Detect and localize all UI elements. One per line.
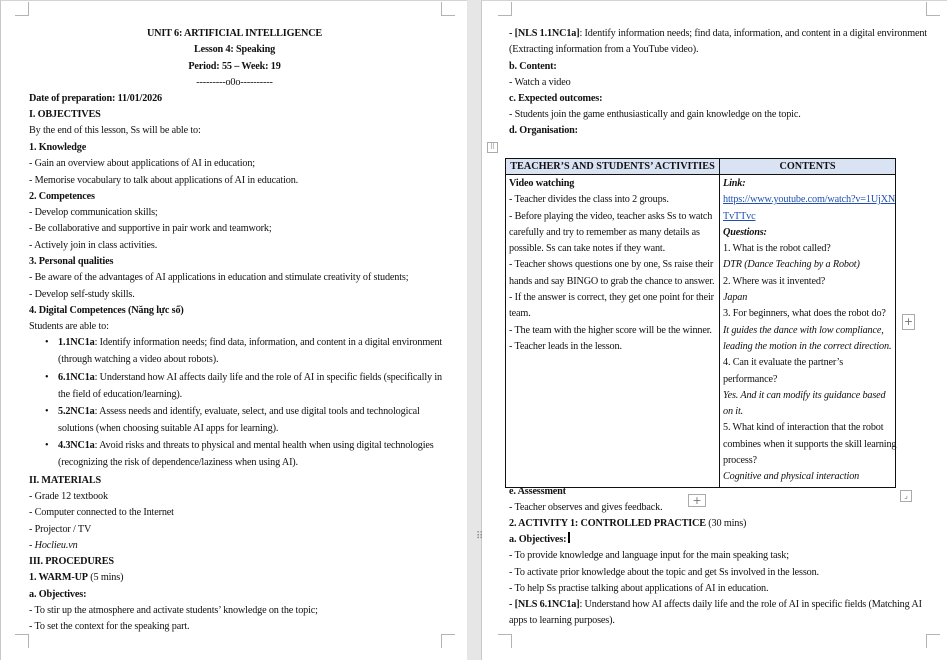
crop-mark <box>498 2 512 16</box>
assessment-heading: e. Assessment <box>509 486 566 497</box>
competence-item: - Actively join in class activities. <box>29 240 158 251</box>
question: process? <box>723 455 757 467</box>
table-header-row <box>506 159 895 175</box>
activities-title: Video watching <box>509 178 575 189</box>
nls-objective: - [NLS 1.1NC1a]: Identify information needs; find data, information, and content in a digital environment <box>509 28 927 39</box>
outcomes-heading: c. Expected outcomes: <box>509 93 603 104</box>
objectives-intro: By the end of this lesson, Ss will be able to: <box>29 125 201 136</box>
material-item: - Grade 12 textbook <box>29 491 108 502</box>
bullet-icon: • <box>45 406 49 417</box>
knowledge-heading: 1. Knowledge <box>29 142 87 153</box>
activity1-objective-item: - To provide knowledge and language input for the main speaking task; <box>509 550 789 561</box>
assessment-item: - Teacher observes and gives feedback. <box>509 502 663 513</box>
warmup-objectives-heading: a. Objectives: <box>29 589 87 600</box>
crop-mark <box>498 634 512 648</box>
competence-code: 1.1NC1a <box>58 337 95 348</box>
content-item: - Watch a video <box>509 77 571 88</box>
questions-label: Questions: <box>723 226 767 238</box>
add-row-icon[interactable]: + <box>688 494 706 507</box>
crop-mark <box>15 634 29 648</box>
answer: DTR (Dance Teaching by a Robot) <box>723 259 860 271</box>
answer: Cognitive and physical interaction <box>723 471 860 483</box>
question: 3. For beginners, what does the robot do? <box>723 308 886 320</box>
competences-heading: 2. Competences <box>29 191 95 202</box>
material-item: - Computer connected to the Internet <box>29 507 174 518</box>
knowledge-item: - Gain an overview about applications of AI in education; <box>29 158 255 169</box>
crop-mark <box>15 2 29 16</box>
content-heading: b. Content: <box>509 61 557 72</box>
material-item: - Projector / TV <box>29 524 92 535</box>
activity-table <box>505 158 896 488</box>
competence-item: - Be collaborative and supportive in pair work and teamwork; <box>29 223 272 234</box>
materials-heading: II. MATERIALS <box>29 475 102 486</box>
answer: It guides the dance with low compliance, <box>723 324 884 336</box>
activity1-objective-item: - To help Ss practise talking about applications of AI in education. <box>509 583 769 594</box>
text-cursor <box>568 532 570 543</box>
bullet-icon: • <box>45 440 49 451</box>
contents-cell[interactable] <box>723 176 895 486</box>
digital-heading-en: 4. Digital Competences <box>29 305 126 316</box>
bullet-icon: • <box>45 372 49 383</box>
answer: Yes. And it can modify its guidance based <box>723 389 886 401</box>
warmup-duration: (5 mins) <box>87 572 124 583</box>
question: 4. Can it evaluate the partner’s <box>723 357 844 369</box>
crop-mark <box>926 634 940 648</box>
nls-code: - [NLS 1.1NC1a] <box>509 28 580 39</box>
column-divider <box>719 159 720 487</box>
competence-code: 5.2NC1a <box>58 406 95 417</box>
separator: ---------o0o---------- <box>196 77 273 88</box>
table-move-handle-icon[interactable]: ⠿ <box>487 142 498 153</box>
objectives-heading: I. OBJECTIVES <box>29 109 101 120</box>
warmup-objective-item: - To stir up the atmosphere and activate students’ knowledge on the topic; <box>29 605 318 616</box>
crop-mark <box>926 2 940 16</box>
digital-competences-heading <box>29 303 184 319</box>
period-week: Period: 55 – Week: 19 <box>188 61 281 72</box>
digital-intro: Students are able to: <box>29 321 109 332</box>
digital-heading-vn: (Năng lực số) <box>127 305 184 316</box>
paragraph-drag-handle-icon[interactable]: ⠿ <box>476 531 483 542</box>
nls-objective-cont: (Extracting information from a YouTube video). <box>509 44 699 55</box>
link-label: Link: <box>723 178 746 189</box>
question: 1. What is the robot called? <box>723 243 831 255</box>
question: performance? <box>723 373 778 385</box>
header-contents: CONTENTS <box>779 161 836 172</box>
youtube-link-cont[interactable]: TvTTvc <box>723 210 756 222</box>
answer: leading the motion in the correct direction. <box>723 340 892 352</box>
activity1-objective-item: - To activate prior knowledge about the topic and get Ss involved in the lesson. <box>509 567 819 578</box>
competence-code: 4.3NC1a <box>58 440 95 451</box>
activity1-nls: - [NLS 6.1NC1a]: Understand how AI affects daily life and the role of AI in specific fields (Matching AI <box>509 599 922 610</box>
competence-item: - Develop communication skills; <box>29 207 158 218</box>
document-page-left[interactable]: UNIT 6: ARTIFICIAL INTELLIGENCE Lesson 4: Speaking Period: 55 – Week: 19 ---------o0o---------- Date of preparation: 11/01/2026 I. OBJECTIVES By the end of this lesson, Ss will be able to: 1. Knowledge - Gain an overview about applications of AI in education; - Memorise vocabulary to talk about applications of AI in education. 2. Competences - Develop communication skills; - Be collaborative and supportive in pair work and teamwork; - Actively join in class activities. 3. Personal qualities - Be aware of the advantages of AI applications in education and stimulate creativity of students; - Develop self-study skills. 4. Digital Competences (Năng lực số) Students are able to: • 1.1NC1a: Identify information needs; find data, information, and content in a digital environment (through watching a video about robots). • 6.1NC1a: Understand how AI affects daily life and the role of AI in specific fields (specifically in the field of education/learning). • 5.2NC1a: Assess needs and identify, evaluate, select, and use digital tools and technological solutions (when choosing suitable AI apps for learning). • 4.3NC1a: Avoid risks and threats to physical and mental health when using digital technologies (recognizing the risk of dependence/laziness when using AI). II. MATERIALS - Grade 12 textbook - Computer connected to the Internet - Projector / TV - Hoclieu.vn III. PROCEDURES 1. WARM-UP (5 mins) a. Objectives: - To stir up the atmosphere and activate students’ knowledge on the topic; - To set the context for the speaking part. <box>0 0 467 660</box>
table-resize-icon[interactable]: ⌟ <box>900 490 912 502</box>
personal-item: - Develop self-study skills. <box>29 289 135 300</box>
unit-title: UNIT 6: ARTIFICIAL INTELLIGENCE <box>146 28 323 39</box>
activity1-heading: 2. ACTIVITY 1: CONTROLLED PRACTICE (30 mins) <box>509 518 747 529</box>
procedures-heading: III. PROCEDURES <box>29 556 114 567</box>
activities-cell[interactable]: Video watching - Teacher divides the class into 2 groups. - Before playing the video, teacher asks Ss to watch carefully and try to remember as many details as possible. Ss can take notes if they want. - Teacher shows questions one by one, Ss raise their hands and say BINGO to grab the chance to answer. - If the answer is correct, they get one point for their team. - The team with the higher score will be the winner. - Teacher leads in the lesson. <box>509 176 717 355</box>
activity1-duration: (30 mins) <box>705 518 747 529</box>
competence-code: 6.1NC1a <box>58 372 95 383</box>
answer: Japan <box>723 292 748 304</box>
date-of-preparation: Date of preparation: 11/01/2026 <box>29 93 162 104</box>
crop-mark <box>441 634 455 648</box>
header-activities: TEACHER’S AND STUDENTS’ ACTIVITIES <box>510 161 715 172</box>
activity1-nls-cont: apps to learning purposes). <box>509 615 615 626</box>
question: combines when it supports the skill learning <box>723 438 897 450</box>
add-column-icon[interactable]: + <box>903 315 914 328</box>
warmup-objective-item: - To set the context for the speaking part. <box>29 621 190 632</box>
document-page-right[interactable] <box>481 0 947 660</box>
material-item: - Hoclieu.vn <box>29 540 78 551</box>
youtube-link[interactable]: https://www.youtube.com/watch?v=1UjXN <box>723 194 896 206</box>
crop-mark <box>441 2 455 16</box>
hoclieu-text: Hoclieu.vn <box>34 540 78 551</box>
question: 5. What kind of interaction that the robot <box>723 422 884 434</box>
outcomes-item: - Students join the game enthusiastically and gain knowledge on the topic. <box>509 109 801 120</box>
answer: on it. <box>723 406 744 418</box>
activity1-objectives-heading[interactable]: a. Objectives: <box>509 532 570 548</box>
lesson-title: Lesson 4: Speaking <box>193 44 276 55</box>
knowledge-item: - Memorise vocabulary to talk about applications of AI in education. <box>29 175 299 186</box>
personal-qualities-heading: 3. Personal qualities <box>29 256 114 267</box>
organisation-heading: d. Organisation: <box>509 125 578 136</box>
nls-code: - [NLS 6.1NC1a] <box>509 599 580 610</box>
question: 2. Where was it invented? <box>723 275 826 287</box>
warmup-heading: 1. WARM-UP (5 mins) <box>29 572 124 583</box>
bullet-icon: • <box>45 337 49 348</box>
personal-item: - Be aware of the advantages of AI applications in education and stimulate creativity of students; <box>29 272 409 283</box>
